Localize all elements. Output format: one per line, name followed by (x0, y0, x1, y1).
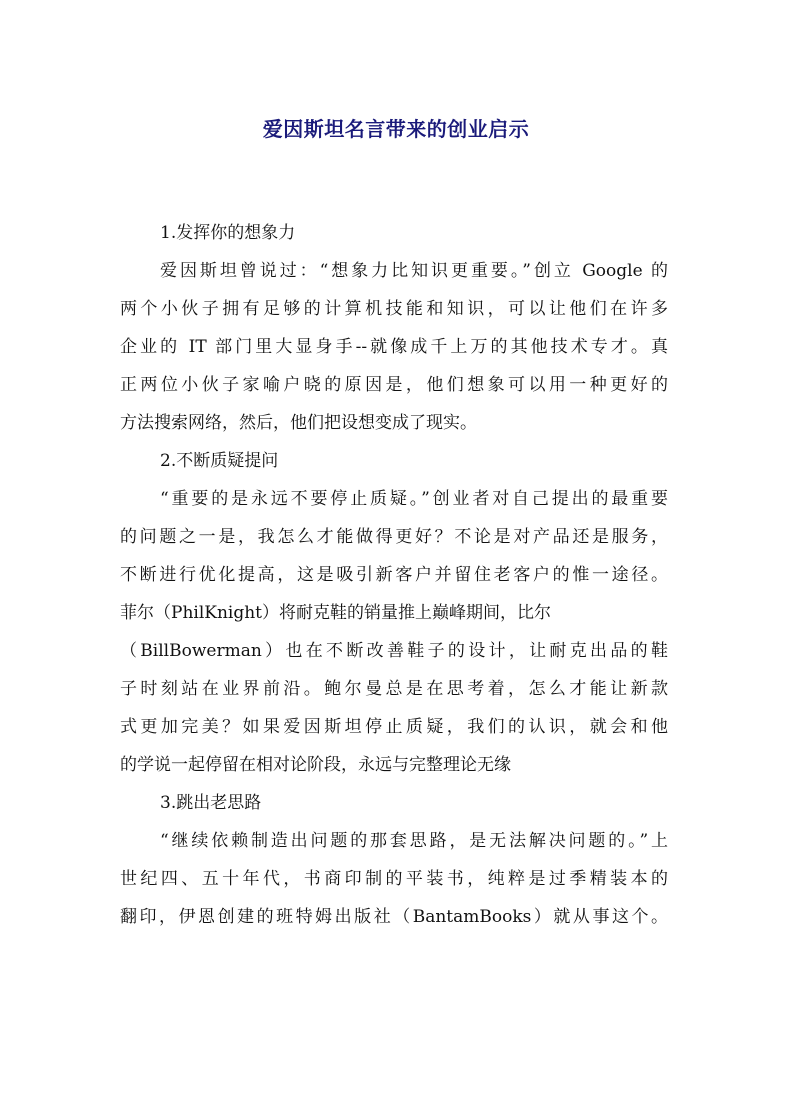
paragraph-line: 世纪四、五十年代，书商印制的平装书，纯粹是过季精装本的 (120, 869, 668, 889)
paragraph-line: 不断进行优化提高，这是吸引新客户并留住老客户的惟一途径。 (120, 565, 668, 585)
paragraph-line: 正两位小伙子家喻户晓的原因是，他们想象可以用一种更好的 (120, 375, 668, 395)
section-heading-1: 1.发挥你的想象力 (160, 223, 296, 243)
paragraph-line: 子时刻站在业界前沿。鲍尔曼总是在思考着，怎么才能让新款 (120, 679, 668, 699)
document-title: 爱因斯坦名言带来的创业启示 (262, 117, 530, 141)
paragraph-line: 式更加完美？如果爱因斯坦停止质疑，我们的认识，就会和他 (120, 717, 668, 737)
paragraph-line: “继续依赖制造出问题的那套思路，是无法解决问题的。”上 (160, 831, 668, 851)
paragraph-line: 翻印，伊恩创建的班特姆出版社（BantamBooks）就从事这个。 (120, 907, 668, 927)
paragraph-line: 方法搜索网络，然后，他们把设想变成了现实。 (120, 413, 477, 433)
section-heading-3: 3.跳出老思路 (160, 793, 262, 813)
paragraph-line: 两个小伙子拥有足够的计算机技能和知识，可以让他们在许多 (120, 299, 668, 319)
paragraph-line: 企业的 IT 部门里大显身手--就像成千上万的其他技术专才。真 (120, 337, 668, 357)
paragraph-line: “重要的是永远不要停止质疑。”创业者对自己提出的最重要 (160, 489, 668, 509)
paragraph-line: 爱因斯坦曾说过：“想象力比知识更重要。”创立 Google 的 (160, 261, 668, 281)
paragraph-line: （BillBowerman）也在不断改善鞋子的设计，让耐克出品的鞋 (120, 641, 668, 661)
document-body (120, 214, 668, 936)
section-heading-2: 2.不断质疑提问 (160, 451, 279, 471)
paragraph-line: 菲尔（PhilKnight）将耐克鞋的销量推上巅峰期间，比尔 (120, 603, 552, 623)
paragraph-line: 的学说一起停留在相对论阶段，永远与完整理论无缘 (120, 755, 511, 775)
paragraph-line: 的问题之一是，我怎么才能做得更好？不论是对产品还是服务， (120, 527, 668, 547)
